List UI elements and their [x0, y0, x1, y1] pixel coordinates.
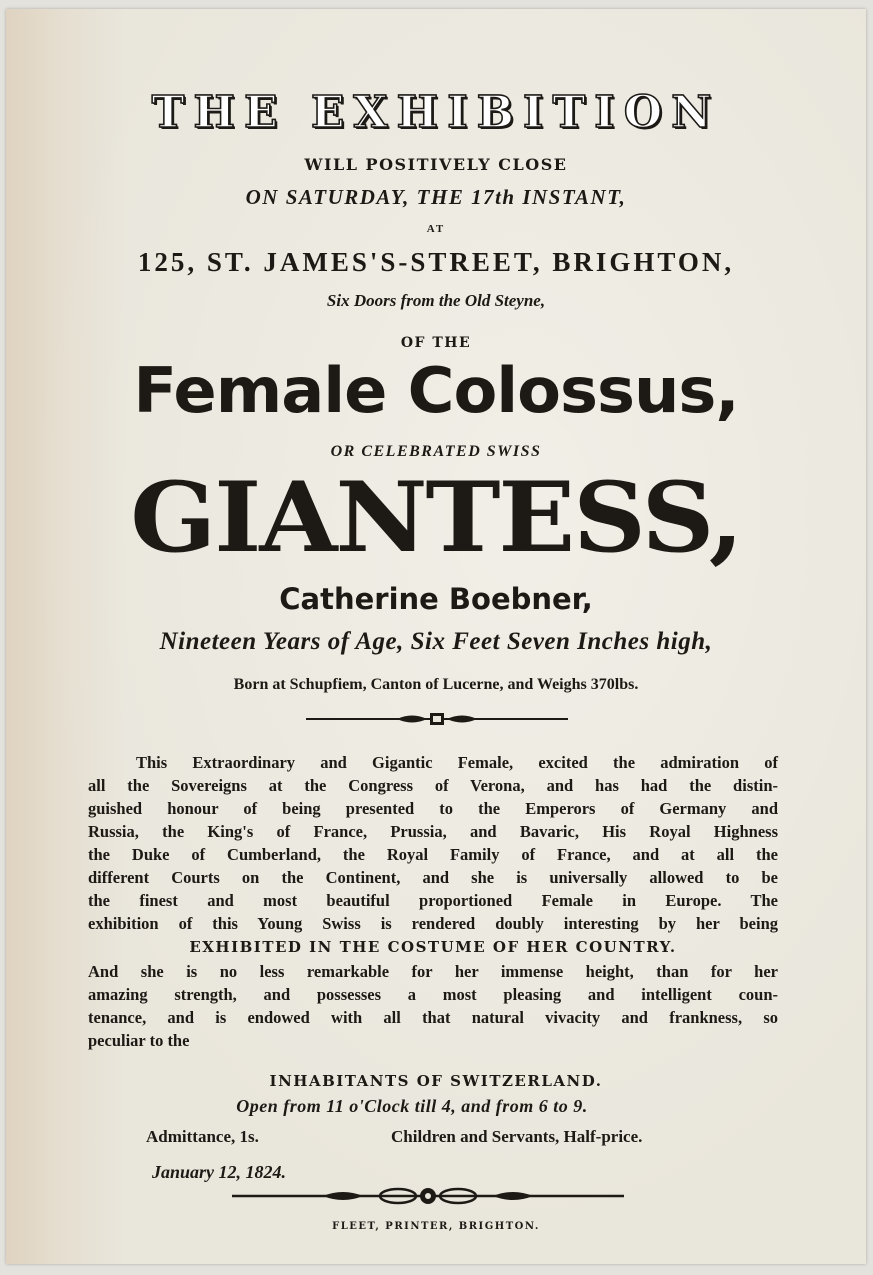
body-line: And she is no less remarkable for her immense height, than for her	[88, 962, 778, 981]
address: 125, ST. JAMES'S-STREET, BRIGHTON,	[137, 247, 735, 277]
body-line: Russia, the King's of France, Prussia, and Bavaric, His Royal Highness	[88, 822, 778, 841]
body-line: exhibition of this Young Swiss is rendered doubly interesting by her being	[88, 914, 778, 933]
doors-line: Six Doors from the Old Steyne,	[326, 291, 546, 310]
at-line: AT	[426, 223, 446, 235]
title-female-colossus: Female Colossus,	[133, 354, 739, 427]
notice-date: January 12, 1824.	[152, 1162, 287, 1182]
opening-hours: Open from 11 o'Clock till 4, and from 6 to 9.	[236, 1096, 588, 1116]
ornament-divider-bottom	[228, 1185, 628, 1207]
body-line: guished honour of being presented to the Emperors of Germany and	[88, 799, 778, 818]
of-the-line: OF THE	[400, 335, 472, 351]
inhabitants-heading: INHABITANTS OF SWITZERLAND.	[269, 1072, 603, 1090]
born-line: Born at Schupfiem, Canton of Lucerne, and Weighs 370lbs.	[233, 676, 639, 693]
admittance-price: Admittance, 1s.	[146, 1127, 259, 1146]
or-celebrated-line: OR CELEBRATED SWISS	[330, 443, 542, 460]
body-line: all the Sovereigns at the Congress of Verona, and has had the distin-	[88, 776, 778, 795]
body-line: different Courts on the Continent, and she is universally allowed to be	[88, 868, 778, 887]
description-body	[88, 751, 778, 1052]
body-line: the Duke of Cumberland, the Royal Family of France, and at all the	[88, 845, 778, 864]
ornament-divider-top	[302, 709, 572, 729]
giantess-name: Catherine Boebner,	[279, 582, 593, 616]
broadside-sheet	[6, 9, 866, 1264]
body-line: the finest and most beautiful proportioned Female in Europe. The	[88, 891, 778, 910]
body-line: This Extraordinary and Gigantic Female, excited the admiration of	[136, 753, 778, 772]
age-height-line: Nineteen Years of Age, Six Feet Seven Inches high,	[159, 628, 713, 655]
printer-imprint: FLEET, PRINTER, BRIGHTON.	[332, 1221, 540, 1232]
costume-heading: EXHIBITED IN THE COSTUME OF HER COUNTRY.	[189, 938, 677, 956]
children-price: Children and Servants, Half-price.	[391, 1127, 643, 1146]
close-notice: WILL POSITIVELY CLOSE	[304, 155, 568, 174]
body-line: amazing strength, and possesses a most pleasing and intelligent coun-	[88, 985, 778, 1004]
body-line: tenance, and is endowed with all that natural vivacity and frankness, so	[88, 1008, 778, 1027]
body-line: peculiar to the	[88, 1031, 190, 1050]
title-giantess: GIANTESS,	[130, 461, 742, 574]
headline: THE EXHIBITION	[151, 87, 721, 138]
closing-date: ON SATURDAY, THE 17th INSTANT,	[245, 185, 627, 209]
